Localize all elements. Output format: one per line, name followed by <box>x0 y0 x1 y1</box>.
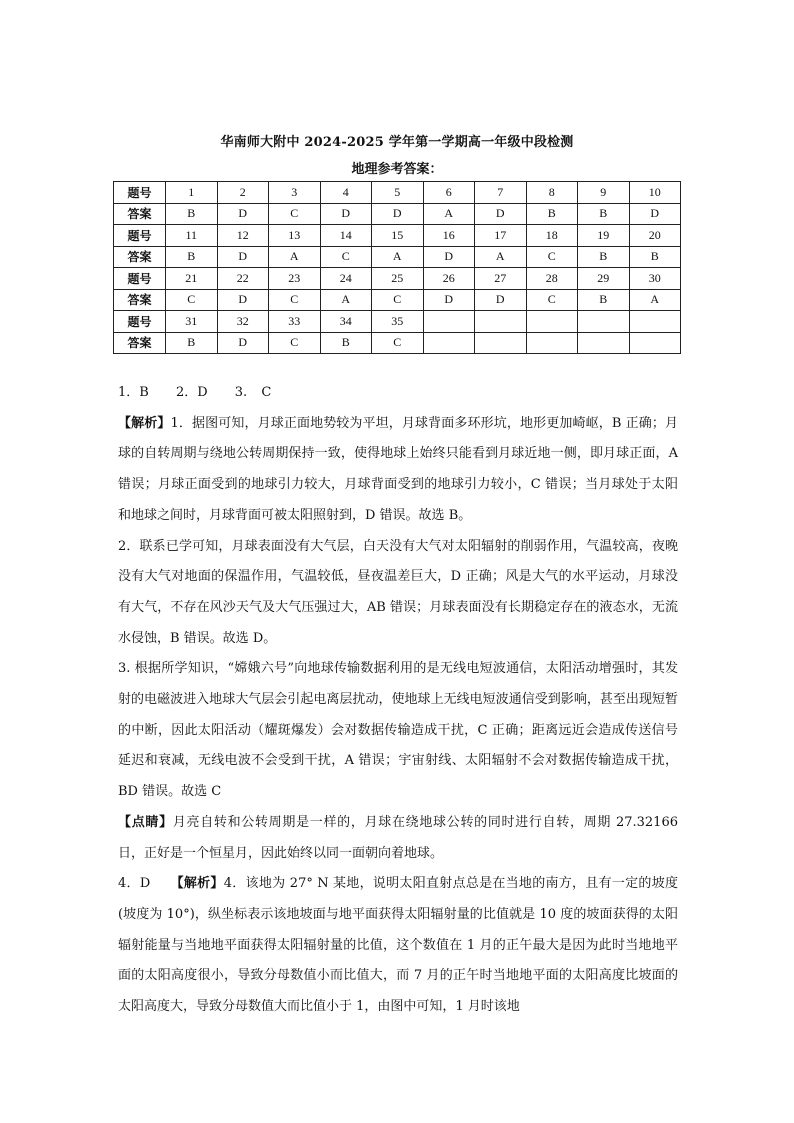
answer-cell: B <box>320 332 372 354</box>
note-paragraph <box>118 808 678 869</box>
question-number-cell: 33 <box>269 311 321 333</box>
answer-cell: D <box>217 203 269 225</box>
row-label: 答案 <box>114 332 166 354</box>
analysis-q3: 3. 根据所学知识，“嫦娥六号”向地球传输数据利用的是无线电短波通信，太阳活动增强时，其发射的电磁波进入地球大气层会引起电离层扰动，使地球上无线电短波通信受到影响，甚至出现短暂的中断，因此太阳活动（耀斑爆发）会对数据传输造成干扰，C 正确；距离远近会造成传送信号延迟和衰减，无线电波不会受到干扰，A 错误；宇宙射线、太阳辐射不会对数据传输造成干扰，BD 错误。故选 C <box>118 661 678 800</box>
question-number-cell: 11 <box>166 225 218 247</box>
question-number-cell: 12 <box>217 225 269 247</box>
answer-cell: D <box>423 246 475 268</box>
answer-cell: C <box>269 332 321 354</box>
note-text: 月亮自转和公转周期是一样的，月球在绕地球公转的同时进行自转，周期 27.32166 日，正好是一个恒星月，因此始终以同一面朝向着地球。 <box>118 814 678 861</box>
analysis-q4 <box>118 869 678 1023</box>
question-number-cell: 21 <box>166 268 218 290</box>
question-number-row <box>114 182 681 204</box>
page-subtitle: 地理参考答案： <box>351 162 443 177</box>
question-number-cell <box>423 311 475 333</box>
analysis-q4-text: 4．该地为 27° N 某地，说明太阳直射点总是在当地的南方，且有一定的坡度(坡度为 10°)，纵坐标表示该地坡面与地平面获得太阳辐射量的比值就是 10 度的坡面获得的太阳辐射能量与当地地平面获得太阳辐射量的比值，这个数值在 1 月的正午最大是因为此时当地地平面的太阳高度很小，导致分母数值小而比值大，而 7 月的正午时当地地平面的太阳高度比坡面的太阳高度大，导致分母数值大而比值小于 1，由图中可知，1 月时该地 <box>118 876 678 1015</box>
question-number-cell: 7 <box>475 182 527 204</box>
answer-cell: D <box>475 289 527 311</box>
q4-answer: 4．D <box>118 876 178 892</box>
answer-cell: C <box>526 289 578 311</box>
answer-cell <box>423 332 475 354</box>
analysis-q1 <box>118 409 678 532</box>
question-number-cell: 8 <box>526 182 578 204</box>
answer-cell: A <box>629 289 681 311</box>
answer-cell <box>578 332 630 354</box>
answer-cell: C <box>372 289 424 311</box>
question-number-cell: 32 <box>217 311 269 333</box>
answer-row <box>114 246 681 268</box>
row-label: 题号 <box>114 182 166 204</box>
answer-row <box>114 332 681 354</box>
question-number-row <box>114 268 681 290</box>
row-label: 题号 <box>114 268 166 290</box>
question-number-cell: 9 <box>578 182 630 204</box>
answer-cell <box>475 332 527 354</box>
question-number-cell: 26 <box>423 268 475 290</box>
question-number-cell: 1 <box>166 182 218 204</box>
answer-cell: D <box>217 289 269 311</box>
answer-cell: B <box>629 246 681 268</box>
answer-cell: A <box>475 246 527 268</box>
question-number-cell: 3 <box>269 182 321 204</box>
question-number-row <box>114 225 681 247</box>
answer-cell: B <box>526 203 578 225</box>
analysis-tag: 【解析】 <box>118 415 171 431</box>
answer-cell: B <box>578 289 630 311</box>
question-number-cell: 18 <box>526 225 578 247</box>
row-label: 答案 <box>114 246 166 268</box>
answer-cell: A <box>269 246 321 268</box>
answers-1-3: 1．B 2．D 3. C <box>118 385 272 400</box>
question-number-cell: 10 <box>629 182 681 204</box>
question-number-cell: 31 <box>166 311 218 333</box>
answer-cell: C <box>320 246 372 268</box>
row-label: 答案 <box>114 203 166 225</box>
answer-cell: D <box>629 203 681 225</box>
answer-cell: A <box>320 289 372 311</box>
answer-cell: C <box>526 246 578 268</box>
answer-row <box>114 289 681 311</box>
answer-cell: A <box>372 246 424 268</box>
question-number-cell: 23 <box>269 268 321 290</box>
question-number-cell: 19 <box>578 225 630 247</box>
answer-cell: D <box>475 203 527 225</box>
answer-cell: D <box>372 203 424 225</box>
question-number-cell: 17 <box>475 225 527 247</box>
answer-row <box>114 203 681 225</box>
question-number-cell: 34 <box>320 311 372 333</box>
question-number-cell: 22 <box>217 268 269 290</box>
question-number-cell: 13 <box>269 225 321 247</box>
question-number-cell: 25 <box>372 268 424 290</box>
answer-cell: B <box>166 203 218 225</box>
answer-cell: C <box>269 289 321 311</box>
answer-cell: D <box>423 289 475 311</box>
question-number-cell: 24 <box>320 268 372 290</box>
question-number-cell: 20 <box>629 225 681 247</box>
question-number-cell <box>475 311 527 333</box>
answer-cell: C <box>166 289 218 311</box>
analysis-q1-text: 1．据图可知，月球正面地势较为平坦，月球背面多环形坑，地形更加崎岖，B 正确；月球的自转周期与绕地公转周期保持一致，使得地球上始终只能看到月球近地一侧，即月球正面，A 错误；月球正面受到的地球引力较大，月球背面受到的地球引力较小，C 错误；当月球处于太阳和地球之间时，月球背面可被太阳照射到，D 错误。故选 B。 <box>118 415 678 523</box>
answer-cell <box>629 332 681 354</box>
answer-cell: D <box>320 203 372 225</box>
question-number-cell: 30 <box>629 268 681 290</box>
question-number-cell: 28 <box>526 268 578 290</box>
answer-cell: D <box>217 332 269 354</box>
row-label: 题号 <box>114 225 166 247</box>
answer-cell: A <box>423 203 475 225</box>
row-label: 答案 <box>114 289 166 311</box>
question-number-cell: 5 <box>372 182 424 204</box>
question-number-cell: 2 <box>217 182 269 204</box>
question-number-cell <box>629 311 681 333</box>
answer-cell: D <box>217 246 269 268</box>
answer-table <box>113 181 681 354</box>
answer-cell: B <box>578 246 630 268</box>
answer-cell: B <box>166 246 218 268</box>
answer-cell: C <box>269 203 321 225</box>
question-number-cell <box>578 311 630 333</box>
question-number-cell: 16 <box>423 225 475 247</box>
question-number-row <box>114 311 681 333</box>
row-label: 题号 <box>114 311 166 333</box>
question-number-cell: 27 <box>475 268 527 290</box>
answer-cell <box>526 332 578 354</box>
question-number-cell: 6 <box>423 182 475 204</box>
question-number-cell <box>526 311 578 333</box>
question-number-cell: 4 <box>320 182 372 204</box>
answer-cell: C <box>372 332 424 354</box>
question-number-cell: 35 <box>372 311 424 333</box>
answer-cell: B <box>578 203 630 225</box>
analysis-tag-q4: 【解析】 <box>177 876 224 892</box>
question-number-cell: 14 <box>320 225 372 247</box>
note-tag: 【点睛】 <box>118 814 173 830</box>
analysis-body <box>118 378 678 1023</box>
answer-cell: B <box>166 332 218 354</box>
analysis-q2: 2．联系已学可知，月球表面没有大气层，白天没有大气对太阳辐射的削弱作用，气温较高，夜晚没有大气对地面的保温作用，气温较低，昼夜温差巨大，D 正确；风是大气的水平运动，月球没有大气，不存在风沙天气及大气压强过大，AB 错误；月球表面没有长期稳定存在的液态水，无流水侵蚀，B 错误。故选 D。 <box>118 538 678 646</box>
page-title: 华南师大附中 2024-2025 学年第一学期高一年级中段检测 <box>220 135 574 150</box>
question-number-cell: 29 <box>578 268 630 290</box>
question-number-cell: 15 <box>372 225 424 247</box>
